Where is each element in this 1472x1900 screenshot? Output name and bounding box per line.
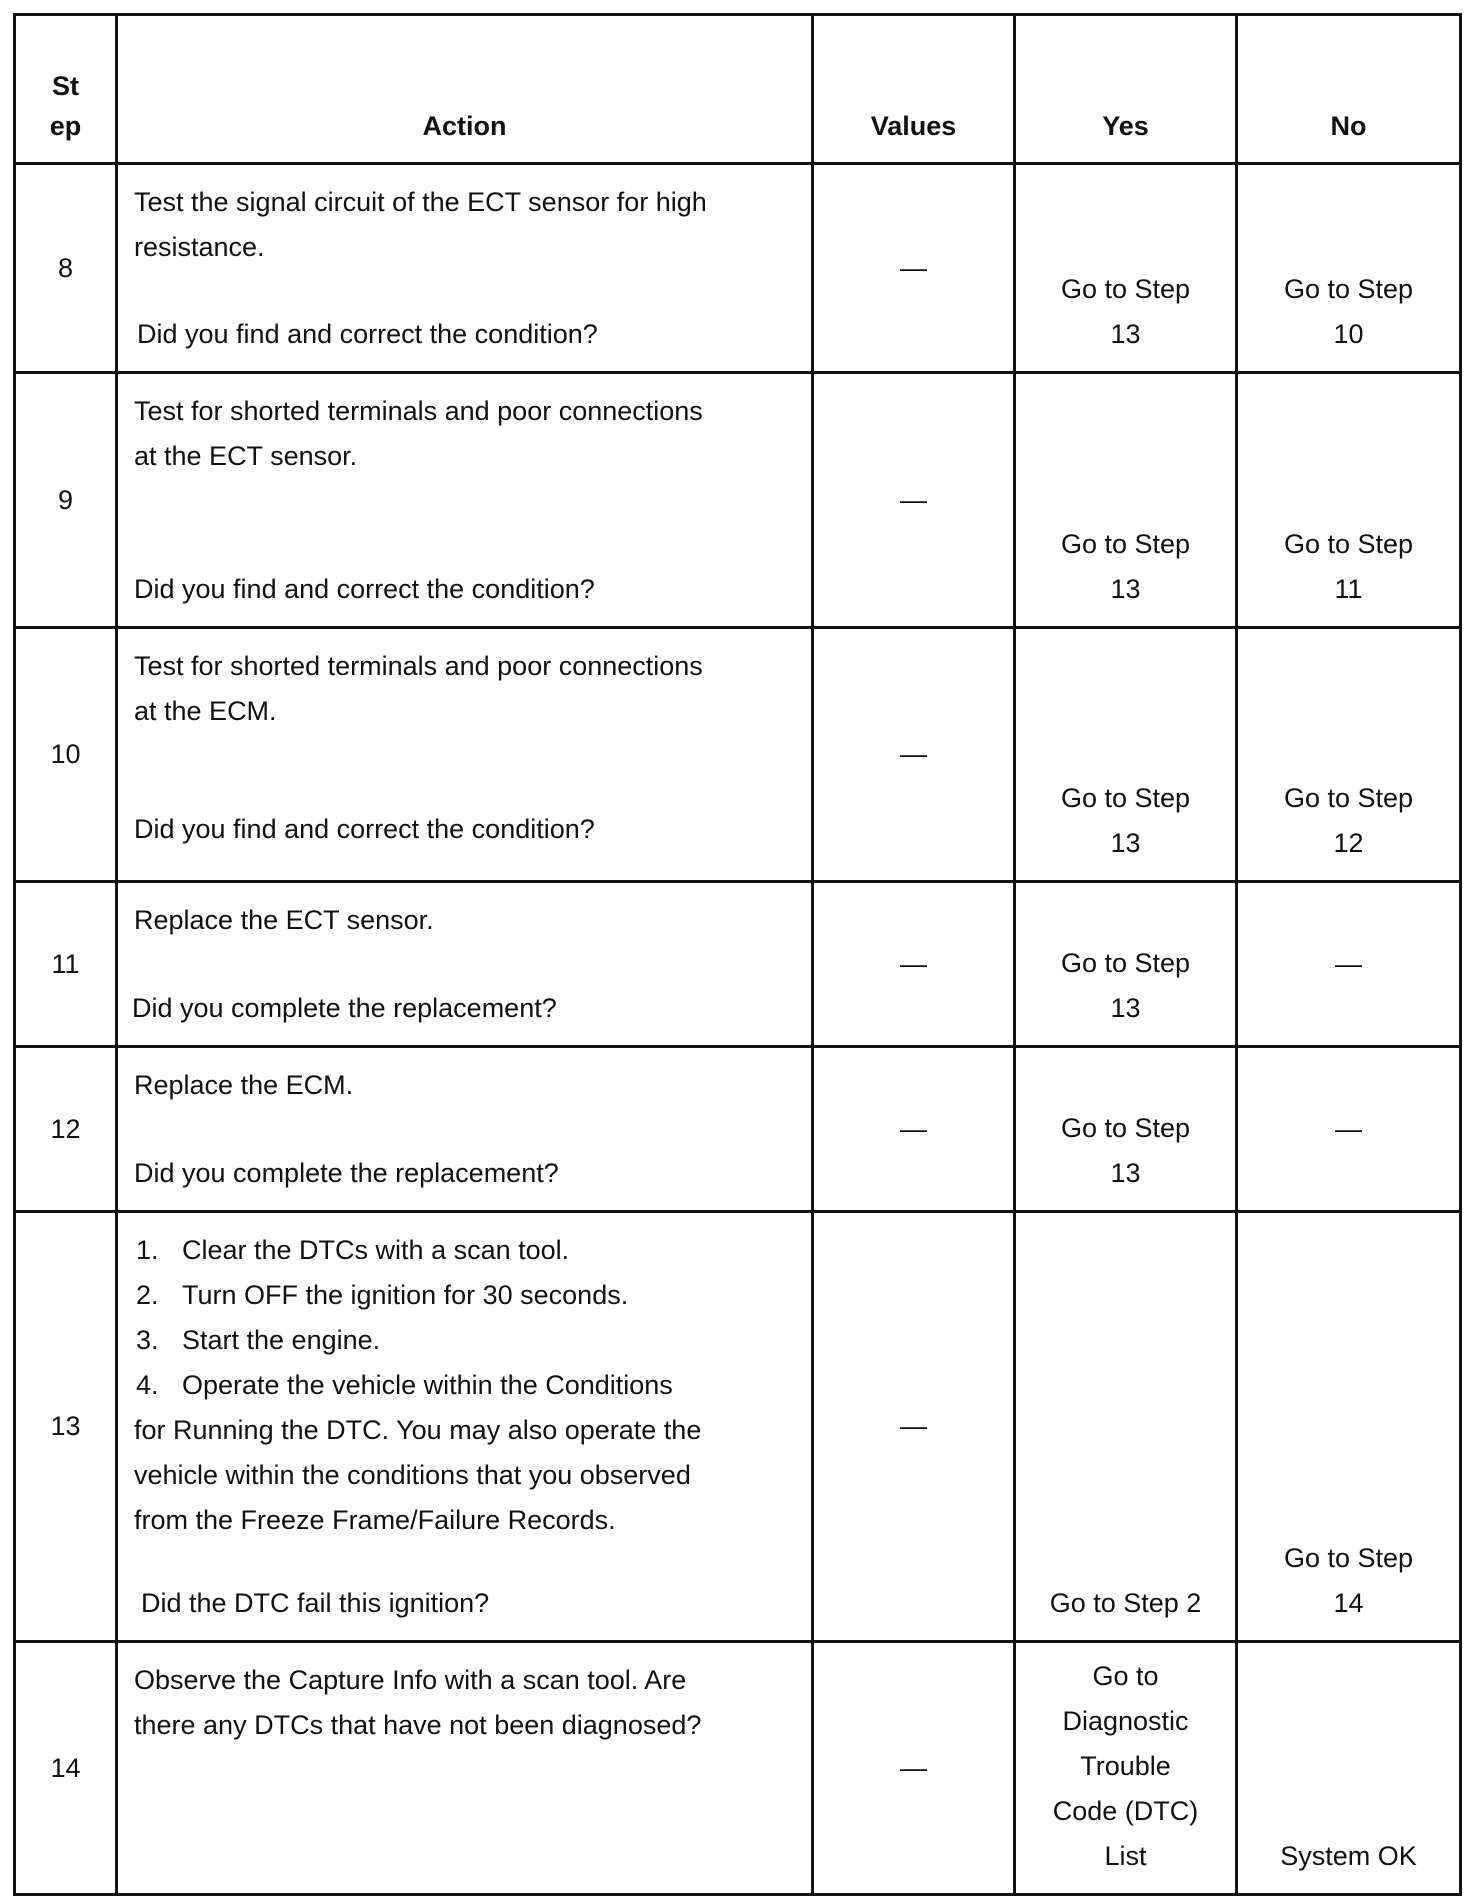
yes-cell: Go to Step 13 <box>1015 1047 1237 1212</box>
action-line: at the ECM. <box>134 696 277 726</box>
action-line: there any DTCs that have not been diagnosed? <box>134 1710 702 1740</box>
no-cell: Go to Step 14 <box>1237 1212 1461 1642</box>
step-cell: 9 <box>15 373 117 628</box>
table-row <box>15 628 1461 882</box>
table-row <box>15 1212 1461 1642</box>
action-line: vehicle within the conditions that you observed <box>134 1460 691 1490</box>
action-question: Did you complete the replacement? <box>134 1158 559 1188</box>
action-question: Did you find and correct the condition? <box>134 574 595 604</box>
action-cell <box>117 164 813 373</box>
yes-cell: Go to Step 13 <box>1015 373 1237 628</box>
action-line: Replace the ECT sensor. <box>134 905 434 935</box>
no-cell: Go to Step 11 <box>1237 373 1461 628</box>
step-cell: 12 <box>15 1047 117 1212</box>
step-cell: 10 <box>15 628 117 882</box>
action-question: Did you complete the replacement? <box>132 993 557 1023</box>
table-row <box>15 373 1461 628</box>
diagnostic-table <box>13 13 1462 1896</box>
action-line: Observe the Capture Info with a scan tool. Are <box>134 1665 687 1695</box>
values-cell: — <box>813 1212 1015 1642</box>
yes-cell: Go to Step 13 <box>1015 164 1237 373</box>
no-cell: — <box>1237 882 1461 1047</box>
action-cell <box>117 628 813 882</box>
numbered-step: 2. Turn OFF the ignition for 30 seconds. <box>136 1280 629 1310</box>
yes-cell: Go to Step 2 <box>1015 1212 1237 1642</box>
no-cell: — <box>1237 1047 1461 1212</box>
action-question: Did you find and correct the condition? <box>137 319 598 349</box>
step-cell: 11 <box>15 882 117 1047</box>
no-cell: Go to Step 10 <box>1237 164 1461 373</box>
step-cell: 8 <box>15 164 117 373</box>
header-row <box>15 15 1461 164</box>
values-cell: — <box>813 882 1015 1047</box>
values-cell: — <box>813 1642 1015 1895</box>
header-yes: Yes <box>1015 15 1237 164</box>
header-no: No <box>1237 15 1461 164</box>
action-line: from the Freeze Frame/Failure Records. <box>134 1505 616 1535</box>
yes-cell: Go to Diagnostic Trouble Code (DTC) List <box>1015 1642 1237 1895</box>
header-values: Values <box>813 15 1015 164</box>
table-row <box>15 1642 1461 1895</box>
table-row <box>15 1047 1461 1212</box>
action-cell <box>117 882 813 1047</box>
action-line: Test for shorted terminals and poor connections <box>134 651 703 681</box>
action-question: Did you find and correct the condition? <box>134 814 595 844</box>
header-action: Action <box>117 15 813 164</box>
numbered-step: 4. Operate the vehicle within the Conditions <box>136 1370 673 1400</box>
values-cell: — <box>813 373 1015 628</box>
table-row <box>15 882 1461 1047</box>
yes-cell: Go to Step 13 <box>1015 882 1237 1047</box>
table-row <box>15 164 1461 373</box>
action-cell <box>117 1047 813 1212</box>
step-cell: 13 <box>15 1212 117 1642</box>
no-cell: Go to Step 12 <box>1237 628 1461 882</box>
action-line: for Running the DTC. You may also operate the <box>134 1415 702 1445</box>
action-question: Did the DTC fail this ignition? <box>141 1588 490 1618</box>
action-line: resistance. <box>134 232 265 262</box>
action-line: at the ECT sensor. <box>134 441 358 471</box>
numbered-step: 1. Clear the DTCs with a scan tool. <box>136 1235 570 1265</box>
action-cell <box>117 1212 813 1642</box>
numbered-step: 3. Start the engine. <box>136 1325 381 1355</box>
values-cell: — <box>813 164 1015 373</box>
action-line: Test for shorted terminals and poor connections <box>134 396 703 426</box>
numbered-steps <box>134 1228 797 1543</box>
action-cell <box>117 1642 813 1895</box>
diagnostic-page <box>13 13 1459 1893</box>
action-line: Test the signal circuit of the ECT sensor for high <box>134 187 707 217</box>
header-step-line-2: ep <box>49 111 82 141</box>
action-line: Replace the ECM. <box>134 1070 354 1100</box>
action-cell <box>117 373 813 628</box>
step-cell: 14 <box>15 1642 117 1895</box>
values-cell: — <box>813 1047 1015 1212</box>
no-cell: System OK <box>1237 1642 1461 1895</box>
header-step-line-1: St <box>52 71 79 101</box>
values-cell: — <box>813 628 1015 882</box>
header-step <box>15 15 117 164</box>
yes-cell: Go to Step 13 <box>1015 628 1237 882</box>
